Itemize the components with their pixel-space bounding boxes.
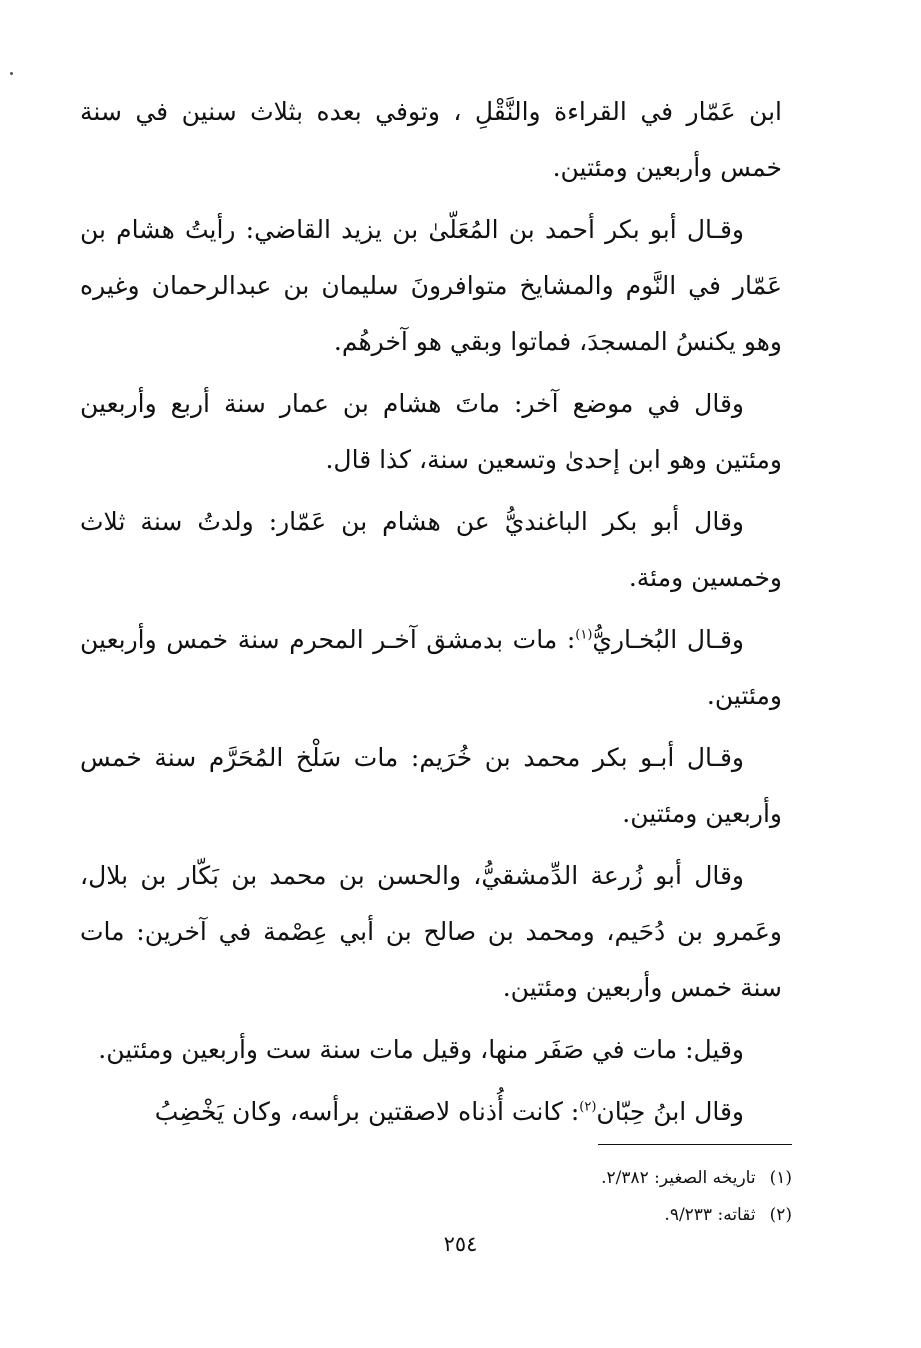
footnote-2-text: ثقاته: ٩/٢٣٣. — [664, 1205, 756, 1225]
paragraph-5-lead: وقـال البُخـاريُّ — [592, 625, 744, 654]
footnote-1-text: تاريخه الصغير: ٢/٣٨٢. — [601, 1168, 756, 1188]
footnotes — [400, 1160, 792, 1234]
footnote-1-number: (١) — [769, 1168, 792, 1188]
paragraph-4: وقال أبو بكر الباغنديُّ عن هشام بن عَمّار: ولدتُ سنة ثلاث وخمسين ومئة. — [80, 507, 782, 592]
scan-speck — [10, 72, 13, 75]
page-number: ٢٥٤ — [443, 1232, 478, 1256]
paragraph-7: وقال أبو زُرعة الدِّمشقيُّ، والحسن بن محمد بن بَكّار بن بلال، وعَمرو بن دُحَيم، ومحمد بن صالح بن أبي عِصْمة في آخرين: مات سنة خمس وأربعين ومئتين. — [80, 861, 782, 1002]
footnote-2-number: (٢) — [769, 1205, 792, 1225]
paragraph-9 — [80, 1084, 782, 1140]
footnote-2 — [400, 1197, 792, 1234]
main-text — [80, 84, 782, 1146]
paragraph-9-rest: : كانت أُذناه لاصقتين برأسه، وكان يَخْضِبُ — [154, 1097, 580, 1126]
footnote-ref-1[interactable]: (١) — [575, 627, 593, 643]
footnote-ref-2[interactable]: (٢) — [579, 1099, 597, 1115]
paragraph-3: وقال في موضع آخر: ماتَ هشام بن عمار سنة أربع وأربعين ومئتين وهو ابن إحدىٰ وتسعين سنة، كذا قال. — [80, 389, 782, 474]
paragraph-1: ابن عَمّار في القراءة والنَّقْلِ ، وتوفي بعده بثلاث سنين في سنة خمس وأربعين ومئتين. — [80, 97, 782, 182]
paragraph-8: وقيل: مات في صَفَر منها، وقيل مات سنة ست وأربعين ومئتين. — [98, 1035, 744, 1064]
paragraph-5 — [80, 612, 782, 724]
footnote-divider — [598, 1144, 792, 1145]
footnote-1 — [400, 1160, 792, 1197]
paragraph-2: وقـال أبو بكر أحمد بن المُعَلّىٰ بن يزيد القاضي: رأيتُ هشام بن عَمّار في النَّوم والمشايخ متوافرونَ سليمان بن عبدالرحمان وغيره وهو يكنسُ المسجدَ، فماتوا وبقي هو آخرهُم. — [80, 215, 782, 356]
paragraph-5-rest: : مات بدمشق آخـر المحرم سنة خمس وأربعين ومئتين. — [80, 625, 782, 710]
paragraph-9-lead: وقال ابنُ حِبّان — [596, 1097, 744, 1126]
paragraph-6: وقـال أبـو بكر محمد بن خُرَيم: مات سَلْخ المُحَرَّم سنة خمس وأربعين ومئتين. — [80, 743, 782, 828]
